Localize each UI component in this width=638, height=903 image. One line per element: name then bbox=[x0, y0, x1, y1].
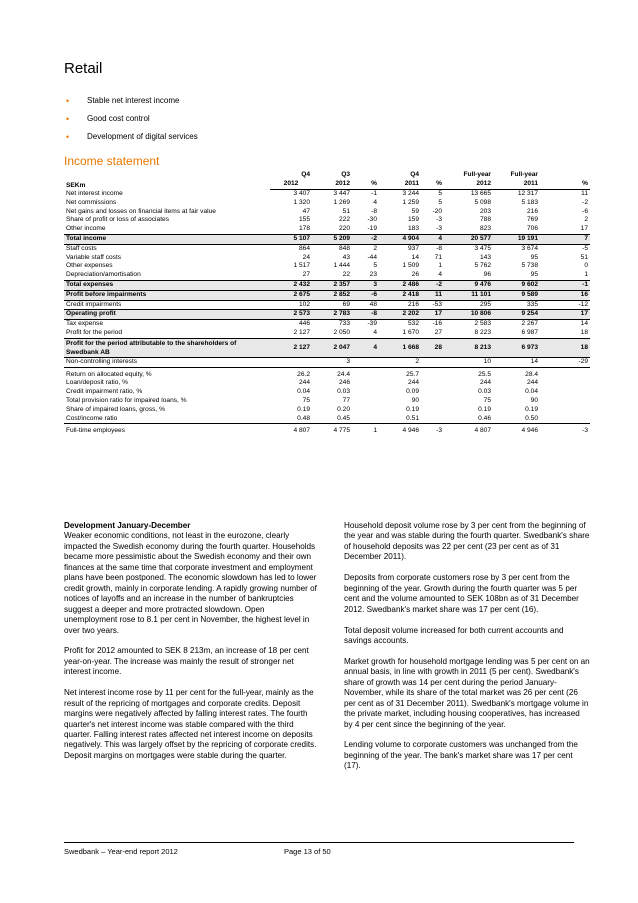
table-cell: 244 bbox=[479, 379, 491, 387]
table-cell: 0.03 bbox=[478, 388, 491, 396]
page-title: Retail bbox=[64, 60, 103, 77]
table-cell: 0.45 bbox=[337, 414, 350, 422]
table-cell: 0.04 bbox=[297, 388, 310, 396]
table-cell: 1 bbox=[584, 271, 588, 279]
row-label: Total provision ratio for impaired loans, % bbox=[66, 396, 187, 404]
table-cell: 244 bbox=[407, 379, 419, 387]
paragraph: Deposits from corporate customers rose by 3 per cent from the beginning of the year. Growth during the fourth quarter was 5 per cent and the volume amounted to SEK 108bn as of 31 December 2012. Swedbank's market share was 17 per cent (16). bbox=[344, 573, 579, 614]
table-cell bbox=[421, 406, 444, 415]
table-cell: -39 bbox=[352, 320, 379, 329]
table-cell: -2 bbox=[352, 234, 379, 244]
table-cell: 0 bbox=[584, 262, 588, 270]
row-label: Credit impairments bbox=[64, 300, 270, 310]
table-cell bbox=[421, 415, 444, 424]
table-cell bbox=[540, 367, 590, 379]
table-cell: 1 320 bbox=[293, 198, 310, 206]
paragraph: Net interest income rose by 11 per cent for the full-year, mainly as the result of the repricing of mortgages and corporate credits. Deposit margins were negatively affected by falling interest rates. The fourth quarter's net interest income was stable compared with the third quarter. Falling interest rates affected net interest income on deposits negatively. This was largely offset by the repricing of corporate credits. Deposit margins on mortgages were stable during the quarter. bbox=[64, 688, 317, 760]
table-cell: -2 bbox=[582, 198, 588, 206]
table-row bbox=[64, 199, 590, 208]
table-cell: 47 bbox=[302, 207, 310, 215]
table-cell: 2 267 bbox=[493, 320, 540, 329]
bullet-icon: • bbox=[66, 96, 70, 106]
table-cell: 3 bbox=[312, 357, 352, 367]
row-label: Depreciation/amortisation bbox=[66, 271, 141, 279]
table-cell: 95 bbox=[530, 271, 538, 279]
table-cell: 203 bbox=[479, 207, 491, 215]
table-cell bbox=[540, 379, 590, 388]
table-cell: 3 bbox=[352, 280, 379, 290]
table-cell: 16 bbox=[540, 290, 590, 300]
table-cell: 0.19 bbox=[297, 405, 310, 413]
table-cell: 96 bbox=[483, 271, 491, 279]
row-label: Staff costs bbox=[64, 244, 270, 253]
table-cell: 1 670 bbox=[402, 328, 419, 336]
table-cell: 95 bbox=[530, 253, 538, 261]
table-row bbox=[64, 406, 590, 415]
table-cell: 24 bbox=[302, 253, 310, 261]
table-cell: 2 bbox=[352, 244, 379, 253]
table-cell bbox=[421, 397, 444, 406]
table-row bbox=[64, 225, 590, 234]
row-label: Net gains and losses on financial items at fair value bbox=[66, 207, 216, 215]
table-cell: 18 bbox=[580, 328, 588, 336]
table-cell: 1 444 bbox=[333, 262, 350, 270]
table-cell: 27 bbox=[434, 328, 442, 336]
table-cell: 2 357 bbox=[312, 280, 352, 290]
table-cell: 159 bbox=[407, 216, 419, 224]
table-cell: -6 bbox=[582, 207, 588, 215]
table-cell: 5 bbox=[373, 262, 377, 270]
table-row bbox=[64, 424, 590, 436]
table-cell: 17 bbox=[421, 310, 444, 320]
table-cell: 90 bbox=[530, 396, 538, 404]
table-cell: 5 738 bbox=[521, 262, 538, 270]
table-cell: -2 bbox=[421, 280, 444, 290]
column-header: % bbox=[540, 179, 590, 190]
row-label: Profit before impairments bbox=[64, 290, 270, 300]
table-cell: 0.19 bbox=[406, 405, 419, 413]
column-header: Q3 bbox=[341, 171, 350, 178]
column-header: Q4 bbox=[410, 171, 419, 178]
bullet-item: • Good cost control bbox=[66, 114, 150, 124]
table-cell: 26 bbox=[411, 271, 419, 279]
table-cell bbox=[352, 397, 379, 406]
table-cell: -5 bbox=[540, 244, 590, 253]
table-cell: -3 bbox=[436, 216, 442, 224]
table-cell bbox=[421, 367, 444, 379]
table-row bbox=[64, 234, 590, 244]
table-cell: 75 bbox=[483, 396, 491, 404]
table-cell: 48 bbox=[352, 300, 379, 310]
table-cell: 733 bbox=[312, 320, 352, 329]
table-cell bbox=[352, 379, 379, 388]
table-row bbox=[64, 338, 590, 357]
table-row bbox=[64, 271, 590, 280]
table-cell: 706 bbox=[526, 225, 538, 233]
table-row bbox=[64, 208, 590, 217]
table-cell: 2 783 bbox=[312, 310, 352, 320]
table-cell: 4 807 bbox=[444, 424, 493, 436]
column-header: Q4 bbox=[301, 171, 310, 178]
table-cell: 51 bbox=[580, 253, 588, 261]
table-cell: 1 bbox=[352, 424, 379, 436]
table-cell bbox=[540, 406, 590, 415]
table-row bbox=[64, 216, 590, 225]
table-cell: 0.04 bbox=[525, 388, 538, 396]
table-cell: 178 bbox=[298, 225, 310, 233]
table-cell: 2 486 bbox=[379, 280, 421, 290]
table-cell: 5 107 bbox=[270, 234, 312, 244]
table-cell: 25.5 bbox=[444, 367, 493, 379]
table-cell: 4 946 bbox=[493, 424, 540, 436]
table-cell: 4 bbox=[373, 198, 377, 206]
table-cell: 2 418 bbox=[379, 290, 421, 300]
table-cell: 12 317 bbox=[517, 190, 538, 197]
table-cell: 9 602 bbox=[493, 280, 540, 290]
row-label: Share of profit or loss of associates bbox=[66, 216, 169, 224]
table-cell bbox=[270, 357, 312, 367]
table-cell: 9 254 bbox=[493, 310, 540, 320]
table-row bbox=[64, 254, 590, 263]
table-cell: 1 517 bbox=[293, 262, 310, 270]
table-cell: 2 432 bbox=[270, 280, 312, 290]
table-cell: -8 bbox=[352, 310, 379, 320]
table-cell: 59 bbox=[411, 207, 419, 215]
table-cell: -1 bbox=[371, 190, 377, 197]
row-label: Credit impairment ratio, % bbox=[66, 388, 143, 396]
table-cell: 28.4 bbox=[493, 367, 540, 379]
table-cell: 24.4 bbox=[312, 367, 352, 379]
table-cell: 0.46 bbox=[478, 414, 491, 422]
left-text-column bbox=[64, 521, 320, 772]
table-cell: 20 577 bbox=[444, 234, 493, 244]
table-cell: 0.19 bbox=[478, 405, 491, 413]
table-cell: 2 127 bbox=[270, 338, 312, 357]
table-row bbox=[64, 262, 590, 271]
column-header: Full-year bbox=[510, 171, 538, 178]
table-cell: 17 bbox=[580, 225, 588, 233]
bullet-icon: • bbox=[66, 132, 70, 142]
table-cell: 8 223 bbox=[474, 328, 491, 336]
table-cell: 3 447 bbox=[333, 190, 350, 197]
table-cell: 5 bbox=[438, 198, 442, 206]
row-label: Net commissions bbox=[66, 198, 117, 206]
table-cell: 848 bbox=[312, 244, 352, 253]
table-cell bbox=[540, 415, 590, 424]
table-cell: 102 bbox=[270, 300, 312, 310]
table-cell: 51 bbox=[342, 207, 350, 215]
table-cell: 14 bbox=[540, 320, 590, 329]
table-cell: 1 509 bbox=[402, 262, 419, 270]
table-row bbox=[64, 190, 590, 199]
table-cell: -1 bbox=[540, 280, 590, 290]
row-label: Other income bbox=[66, 225, 106, 233]
table-cell: 4 775 bbox=[312, 424, 352, 436]
table-cell: 5 098 bbox=[474, 198, 491, 206]
table-cell: 25.7 bbox=[379, 367, 421, 379]
paragraph: Market growth for household mortgage lending was 5 per cent on an annual basis, in line with growth in 2011 (5 per cent). Swedbank's share of growth was 14 per cent during the period January-November, while its share of the total market was 26 per cent (26 per cent as of 31 December 2011). Swedbank's mortgage volume in the private market, including housing cooperatives, has increased by 4 per cent since the beginning of the year. bbox=[344, 656, 590, 729]
table-cell: 75 bbox=[302, 396, 310, 404]
bullet-item: • Stable net interest income bbox=[66, 96, 180, 106]
table-cell: 222 bbox=[338, 216, 350, 224]
table-row bbox=[64, 397, 590, 406]
paragraph: Lending volume to corporate customers was unchanged from the beginning of the year. The bank's market share was 17 per cent (17). bbox=[344, 740, 578, 771]
table-cell: -29 bbox=[540, 357, 590, 367]
table-cell: 71 bbox=[434, 253, 442, 261]
table-cell bbox=[540, 397, 590, 406]
row-label: Net interest income bbox=[66, 189, 123, 197]
column-header: 2011 bbox=[493, 179, 540, 190]
table-cell: 446 bbox=[270, 320, 312, 329]
table-cell: 9 589 bbox=[493, 290, 540, 300]
column-header bbox=[540, 170, 590, 179]
table-cell: -8 bbox=[421, 244, 444, 253]
section-heading: Development January-December bbox=[64, 521, 191, 530]
table-cell: 3 475 bbox=[444, 244, 493, 253]
table-cell: 90 bbox=[411, 396, 419, 404]
bullet-icon: • bbox=[66, 114, 70, 124]
table-cell: 3 244 bbox=[402, 190, 419, 197]
footer-report-name: Swedbank – Year-end report 2012 bbox=[64, 847, 178, 856]
table-header-row bbox=[64, 170, 590, 179]
table-cell: 2 583 bbox=[444, 320, 493, 329]
table-cell: 183 bbox=[407, 225, 419, 233]
column-header: 2012 bbox=[270, 179, 312, 190]
table-cell: 6 973 bbox=[493, 338, 540, 357]
table-cell: -44 bbox=[367, 253, 377, 261]
row-label: Total expenses bbox=[64, 280, 270, 290]
table-cell: 10 806 bbox=[444, 310, 493, 320]
table-cell: 3 407 bbox=[293, 190, 310, 197]
right-text-column bbox=[344, 521, 590, 782]
table-cell: 2 573 bbox=[270, 310, 312, 320]
table-cell bbox=[352, 357, 379, 367]
table-row bbox=[64, 290, 590, 300]
row-label: Non-controlling interests bbox=[64, 357, 270, 367]
column-header: % bbox=[352, 179, 379, 190]
table-cell: 2 127 bbox=[293, 328, 310, 336]
table-cell: 43 bbox=[342, 253, 350, 261]
table-cell bbox=[421, 379, 444, 388]
table-cell: 9 476 bbox=[444, 280, 493, 290]
table-cell: 4 904 bbox=[379, 234, 421, 244]
table-cell: -19 bbox=[367, 225, 377, 233]
table-cell bbox=[352, 406, 379, 415]
table-cell: -53 bbox=[421, 300, 444, 310]
table-cell: 4 bbox=[352, 338, 379, 357]
table-cell: 0.19 bbox=[525, 405, 538, 413]
column-header: % bbox=[421, 179, 444, 190]
row-label: Cost/income ratio bbox=[66, 414, 118, 422]
table-cell: 0.50 bbox=[525, 414, 538, 422]
table-cell: 155 bbox=[298, 216, 310, 224]
table-cell: 246 bbox=[338, 379, 350, 387]
table-row bbox=[64, 244, 590, 253]
table-row bbox=[64, 379, 590, 388]
table-cell: 220 bbox=[338, 225, 350, 233]
table-cell: 1 bbox=[438, 262, 442, 270]
bullet-item: • Development of digital services bbox=[66, 132, 198, 142]
table-cell: 3 674 bbox=[493, 244, 540, 253]
table-cell: 5 183 bbox=[521, 198, 538, 206]
column-header: 2012 bbox=[444, 179, 493, 190]
table-cell: 532 bbox=[379, 320, 421, 329]
table-cell: -12 bbox=[540, 300, 590, 310]
table-cell: 69 bbox=[312, 300, 352, 310]
section-title: Income statement bbox=[64, 154, 160, 168]
table-cell: 1 269 bbox=[333, 198, 350, 206]
table-cell: 0.09 bbox=[406, 388, 419, 396]
table-cell: 0.20 bbox=[337, 405, 350, 413]
column-header: Full-year bbox=[463, 171, 491, 178]
table-cell: 5 bbox=[438, 190, 442, 197]
table-cell: 143 bbox=[479, 253, 491, 261]
table-cell: 22 bbox=[342, 271, 350, 279]
table-cell: 864 bbox=[270, 244, 312, 253]
table-cell: 6 987 bbox=[521, 328, 538, 336]
table-cell: 14 bbox=[411, 253, 419, 261]
paragraph: Profit for 2012 amounted to SEK 8 213m, an increase of 18 per cent year-on-year. The increase was mainly the result of stronger net interest income. bbox=[64, 646, 309, 677]
table-cell: 4 bbox=[373, 328, 377, 336]
row-label: Profit for the period attributable to the shareholders of Swedbank AB bbox=[64, 338, 270, 357]
table-cell: -16 bbox=[421, 320, 444, 329]
table-cell: 26.2 bbox=[270, 367, 312, 379]
table-cell: 13 665 bbox=[470, 190, 491, 197]
table-cell: 335 bbox=[493, 300, 540, 310]
table-row bbox=[64, 367, 590, 379]
paragraph: Weaker economic conditions, not least in the eurozone, clearly impacted the Swedish economy during the fourth quarter. Households became more pessimistic about the Swedish economy and their own finances at the same time that corporate investment and employment plans have been postponed. The economic slowdown has led to lower credit growth, mainly in corporate lending. A rapidly growing number of notices of layoffs and an increase in the number of bankruptcies suggest a deeper and more protracted slowdown. Open unemployment rose to 8.1 per cent in November, the highest level in over two years. bbox=[64, 531, 317, 635]
table-cell: 27 bbox=[302, 271, 310, 279]
table-cell: 14 bbox=[493, 357, 540, 367]
table-cell: 788 bbox=[479, 216, 491, 224]
table-cell: -3 bbox=[421, 424, 444, 436]
table-cell: 0.48 bbox=[297, 414, 310, 422]
table-cell bbox=[421, 357, 444, 367]
table-cell: 11 101 bbox=[444, 290, 493, 300]
highlights-list bbox=[66, 96, 198, 150]
table-cell: 244 bbox=[298, 379, 310, 387]
table-cell: 2 675 bbox=[270, 290, 312, 300]
table-cell: -20 bbox=[432, 207, 442, 215]
table-cell: 4 bbox=[421, 234, 444, 244]
column-header: 2012 bbox=[312, 179, 352, 190]
table-row bbox=[64, 320, 590, 329]
row-label: Full-time employees bbox=[64, 424, 270, 436]
row-label: Tax expense bbox=[64, 320, 270, 329]
paragraph: Total deposit volume increased for both current accounts and savings accounts. bbox=[344, 625, 564, 645]
table-cell: 7 bbox=[540, 234, 590, 244]
row-label: Loan/deposit ratio, % bbox=[66, 379, 128, 387]
table-cell bbox=[421, 388, 444, 397]
table-cell: 17 bbox=[540, 310, 590, 320]
table-cell: 10 bbox=[444, 357, 493, 367]
row-label: Return on allocated equity, % bbox=[64, 367, 270, 379]
column-header: 2011 bbox=[379, 179, 421, 190]
income-statement-table bbox=[64, 170, 590, 436]
page-number: Page 13 of 50 bbox=[284, 847, 331, 856]
row-label: Share of impaired loans, gross, % bbox=[66, 405, 165, 413]
table-cell: 0.03 bbox=[337, 388, 350, 396]
table-cell: 769 bbox=[526, 216, 538, 224]
table-row bbox=[64, 415, 590, 424]
table-cell: -8 bbox=[371, 207, 377, 215]
table-cell: 216 bbox=[526, 207, 538, 215]
table-row bbox=[64, 357, 590, 367]
table-cell: 28 bbox=[421, 338, 444, 357]
table-cell: 0.51 bbox=[406, 414, 419, 422]
table-cell bbox=[352, 367, 379, 379]
table-cell: 5 762 bbox=[474, 262, 491, 270]
column-header: SEKm bbox=[66, 181, 86, 189]
row-label: Operating profit bbox=[64, 310, 270, 320]
table-cell: 19 191 bbox=[493, 234, 540, 244]
table-cell: 295 bbox=[444, 300, 493, 310]
column-header bbox=[421, 170, 444, 179]
table-cell: 2 bbox=[584, 216, 588, 224]
table-cell: 2 050 bbox=[333, 328, 350, 336]
table-cell: 2 202 bbox=[379, 310, 421, 320]
table-cell: 1 259 bbox=[402, 198, 419, 206]
paragraph: Household deposit volume rose by 3 per cent from the beginning of the year and was stable during the fourth quarter. Swedbank's share of household deposits was 22 per cent (23 per cent as of 31 December 2011). bbox=[344, 521, 590, 562]
table-cell bbox=[540, 388, 590, 397]
table-cell: 4 946 bbox=[379, 424, 421, 436]
table-row bbox=[64, 329, 590, 338]
table-cell: 1 668 bbox=[379, 338, 421, 357]
table-cell: 2 047 bbox=[312, 338, 352, 357]
table-cell: -3 bbox=[436, 225, 442, 233]
table-cell: -3 bbox=[540, 424, 590, 436]
row-label: Total income bbox=[64, 234, 270, 244]
table-cell: 11 bbox=[581, 190, 588, 197]
table-cell bbox=[352, 415, 379, 424]
table-cell: 8 213 bbox=[444, 338, 493, 357]
table-cell: 937 bbox=[379, 244, 421, 253]
table-cell: 244 bbox=[526, 379, 538, 387]
column-header bbox=[352, 170, 379, 179]
table-cell: 77 bbox=[342, 396, 350, 404]
table-cell: 11 bbox=[421, 290, 444, 300]
table-cell: 2 bbox=[379, 357, 421, 367]
page-footer bbox=[64, 842, 574, 856]
table-cell: -30 bbox=[367, 216, 377, 224]
table-cell: 216 bbox=[379, 300, 421, 310]
table-cell: 23 bbox=[369, 271, 377, 279]
table-row bbox=[64, 300, 590, 310]
table-cell: 5 209 bbox=[312, 234, 352, 244]
row-label: Variable staff costs bbox=[66, 253, 122, 261]
table-cell: 18 bbox=[540, 338, 590, 357]
table-cell: 4 807 bbox=[270, 424, 312, 436]
table-cell: 2 852 bbox=[312, 290, 352, 300]
table-cell: 823 bbox=[479, 225, 491, 233]
row-label: Other expenses bbox=[66, 262, 113, 270]
table-cell bbox=[352, 388, 379, 397]
table-cell: -6 bbox=[352, 290, 379, 300]
table-row bbox=[64, 310, 590, 320]
table-row bbox=[64, 388, 590, 397]
row-label: Profit for the period bbox=[66, 328, 123, 336]
table-row bbox=[64, 280, 590, 290]
table-cell: 4 bbox=[438, 271, 442, 279]
